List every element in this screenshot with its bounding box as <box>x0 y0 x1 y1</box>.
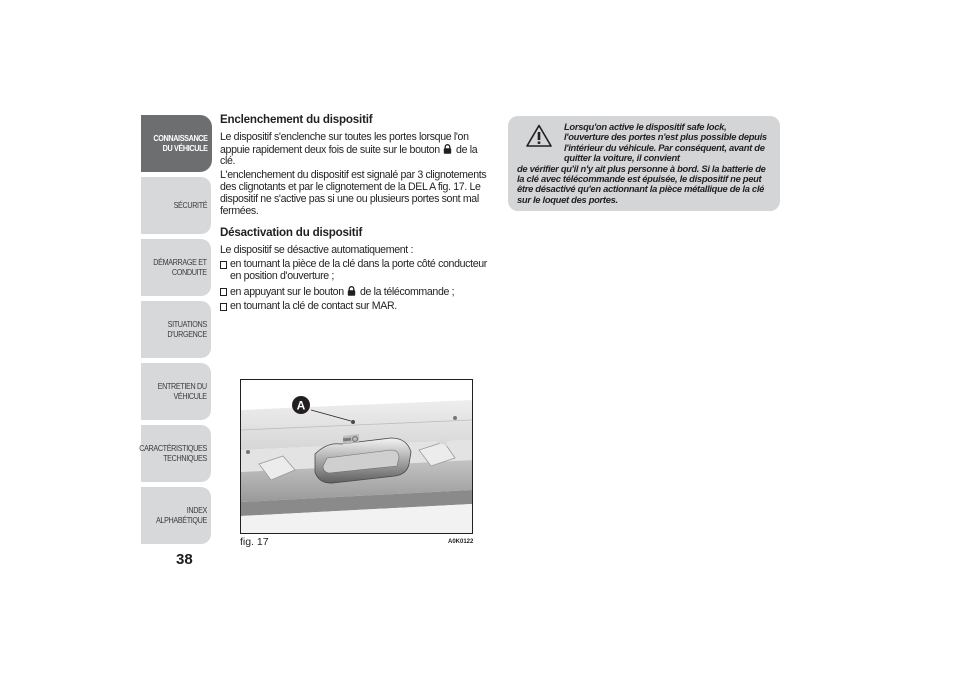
heading-enclenchement: Enclenchement du dispositif <box>220 113 373 126</box>
checkbox-bullet-icon <box>220 288 227 296</box>
page-number: 38 <box>176 551 193 568</box>
paragraph-enclenchement <box>220 132 492 168</box>
paragraph-text: Le dispositif s'enclenche sur toutes les portes lorsque l'on appuie rapidement deux fois de suite sur le bouton <box>220 130 469 156</box>
figure-callout-label: A <box>296 398 306 413</box>
tab-label: ENTRETIEN DU VÉHICULE <box>157 381 207 401</box>
list-item-text: en tournant la pièce de la clé dans la porte côté conducteur en position d'ouverture ; <box>230 257 487 282</box>
figure-caption: fig. 17 <box>240 536 269 548</box>
bullet-list <box>220 259 492 313</box>
paragraph-text: de la clé. <box>220 143 478 168</box>
list-item <box>220 286 492 299</box>
warning-text-line: Lorsqu'on active le dispositif safe lock, l'ouverture des portes n'est plus possible depuis l'intérieur du véhicule. Par conséquent, avant de quitter la voiture, il convient <box>564 121 767 164</box>
warning-triangle-icon <box>526 124 552 147</box>
lock-icon <box>443 144 452 154</box>
warning-text <box>517 122 771 205</box>
tab-label: CARACTÉRISTIQUES TECHNIQUES <box>139 443 207 463</box>
tab-securite[interactable] <box>141 177 211 234</box>
list-item <box>220 301 492 313</box>
door-handle-illustration <box>241 380 472 533</box>
tab-demarrage-et-conduite[interactable] <box>141 239 211 296</box>
warning-box <box>508 116 780 211</box>
figure-door-handle <box>240 379 473 534</box>
heading-desactivation: Désactivation du dispositif <box>220 226 363 240</box>
list-item-text: de la télécommande ; <box>359 285 455 298</box>
paragraph-desactivation: Le dispositif se désactive automatiquement : <box>220 244 414 257</box>
tab-caracteristiques-techniques[interactable] <box>141 425 211 482</box>
tab-label: DÉMARRAGE ET CONDUITE <box>153 257 207 277</box>
checkbox-bullet-icon <box>220 261 227 269</box>
list-item-text: en appuyant sur le bouton <box>230 285 344 298</box>
tab-connaissance-du-vehicule[interactable] <box>141 115 212 172</box>
checkbox-bullet-icon <box>220 303 227 311</box>
tab-label: INDEX ALPHABÉTIQUE <box>155 505 207 525</box>
tab-situations-d-urgence[interactable] <box>141 301 211 358</box>
text-column <box>220 114 492 316</box>
figure-code: A0K0122 <box>448 539 474 545</box>
tab-entretien-du-vehicule[interactable] <box>141 363 211 420</box>
paragraph-signalisation: L'enclenchement du dispositif est signalé par 3 clignotements des clignotants et par le clignotement de la DEL A fig. 17. Le dispositif ne s'active pas si une ou plusieurs portes sont mal fermées. <box>220 169 487 217</box>
list-item <box>220 259 492 283</box>
tab-label: SITUATIONS D'URGENCE <box>167 319 207 339</box>
tab-label: CONNAISSANCE DU VÉHICULE <box>153 133 208 153</box>
lock-icon <box>347 286 356 296</box>
list-item-text: en tournant la clé de contact sur MAR. <box>230 300 397 313</box>
tab-index-alphabetique[interactable] <box>141 487 211 544</box>
tab-label: SÉCURITÉ <box>173 200 207 210</box>
warning-text-line: de vérifier qu'il n'y ait plus personne à bord. Si la batterie de la clé avec télécommande est épuisée, le dispositif ne peut être désactivé qu'en actionnant la pièce métallique de la clé sur le loquet des portes. <box>517 162 766 205</box>
